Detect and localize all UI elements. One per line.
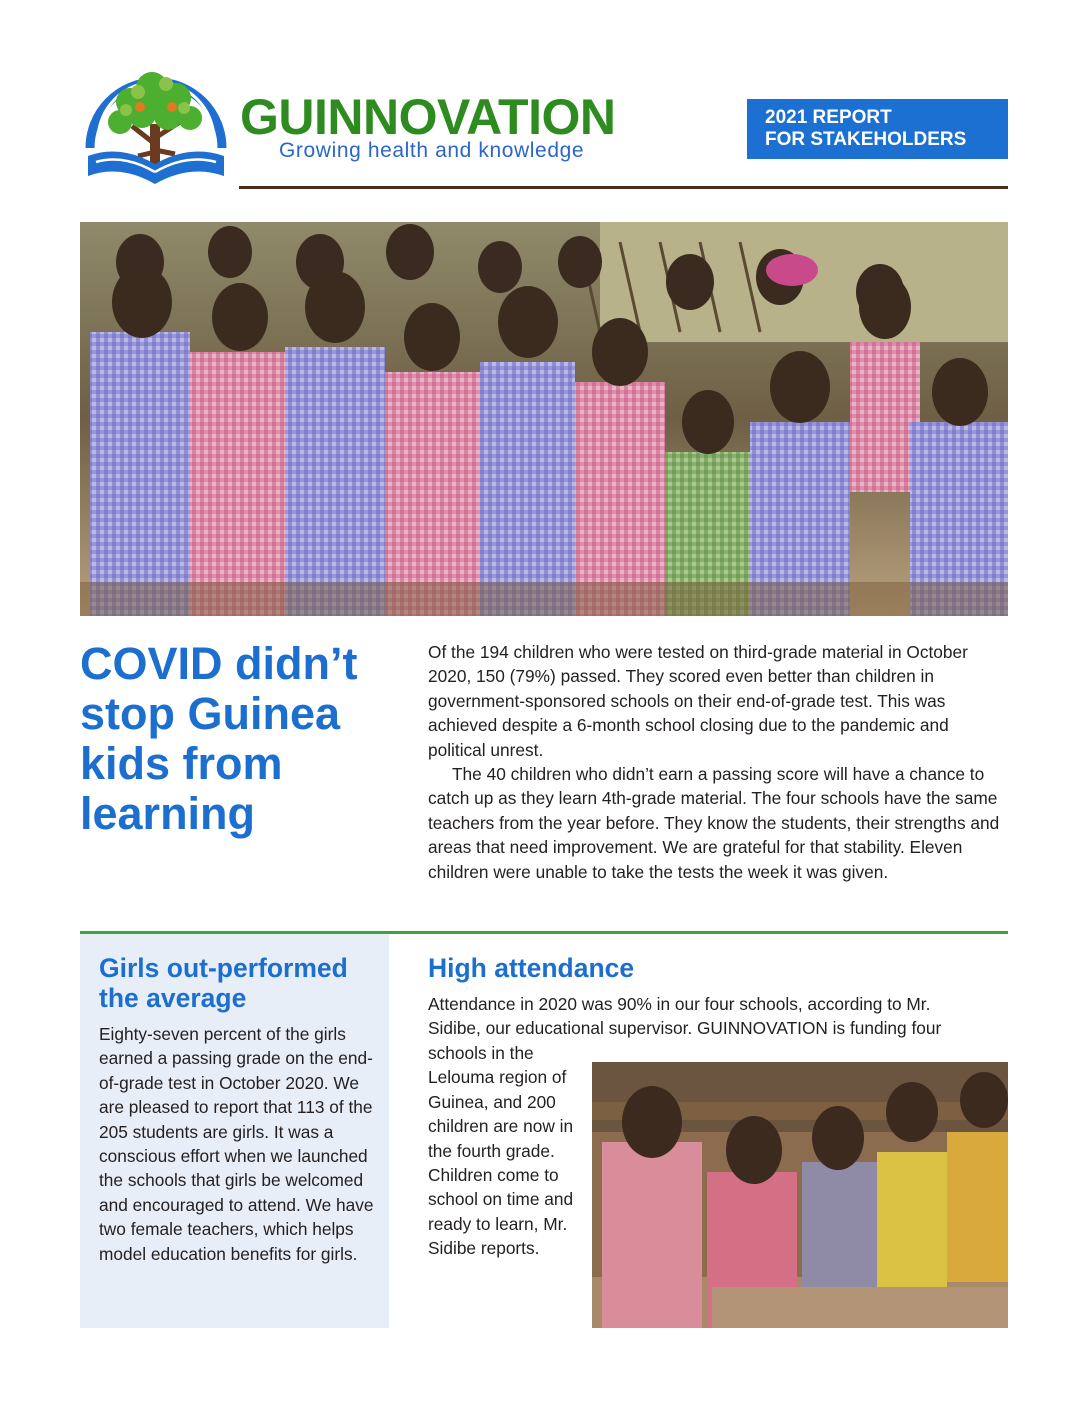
header-divider bbox=[239, 186, 1008, 189]
attendance-heading: High attendance bbox=[428, 953, 635, 983]
classroom-photo bbox=[592, 1062, 1008, 1328]
brand-name: GUINNOVATION bbox=[240, 89, 616, 145]
report-badge-line1: 2021 REPORT bbox=[765, 107, 892, 128]
headline: COVID didn’t stop Guinea kids from learning bbox=[80, 638, 358, 839]
report-badge bbox=[747, 99, 1008, 159]
hero-photo-schoolchildren bbox=[80, 222, 1008, 616]
attendance-text-line-2: Sidibe, our educational supervisor. GUINNOVATION is funding four bbox=[428, 1018, 942, 1038]
intro-paragraph-2: The 40 children who didn’t earn a passing score will have a chance to catch up as they learn 4th-grade material. The four schools have the same teachers from the year before. They know the students, their strengths and areas that need improvement. We are grateful for that stability. Eleven children were unable to take the tests the week it was given. bbox=[428, 764, 1000, 882]
girls-body-text: Eighty-seven percent of the girls earned a passing grade on the end-of-grade test in October 2020. We are pleased to report that 113 of the 205 students are girls. It was a conscious effort when we launched the schools that girls be welcomed and encouraged to attend. We have two female teachers, which helps model education benefits for girls. bbox=[99, 1024, 374, 1264]
girls-heading: Girls out-performed the average bbox=[99, 953, 348, 1013]
guinnovation-tree-book-logo bbox=[80, 52, 232, 192]
intro-paragraph-1: Of the 194 children who were tested on third-grade material in October 2020, 150 (79%) passed. They scored even better than children in government-sponsored schools on their end-of-grade test. This was achieved despite a 6-month school closing due to the pandemic and political unrest. bbox=[428, 642, 968, 760]
intro-text bbox=[428, 640, 1010, 884]
attendance-wrapped-text: schools in the Lelouma region of Guinea, and 200 children are now in the fourth grade. Children come to school on time and ready to learn, Mr. Sidibe reports. bbox=[428, 1043, 574, 1259]
brand-tagline: Growing health and knowledge bbox=[279, 139, 585, 162]
attendance-text-line-1: Attendance in 2020 was 90% in our four schools, according to Mr. bbox=[428, 994, 931, 1014]
report-badge-line2: FOR STAKEHOLDERS bbox=[765, 129, 967, 150]
